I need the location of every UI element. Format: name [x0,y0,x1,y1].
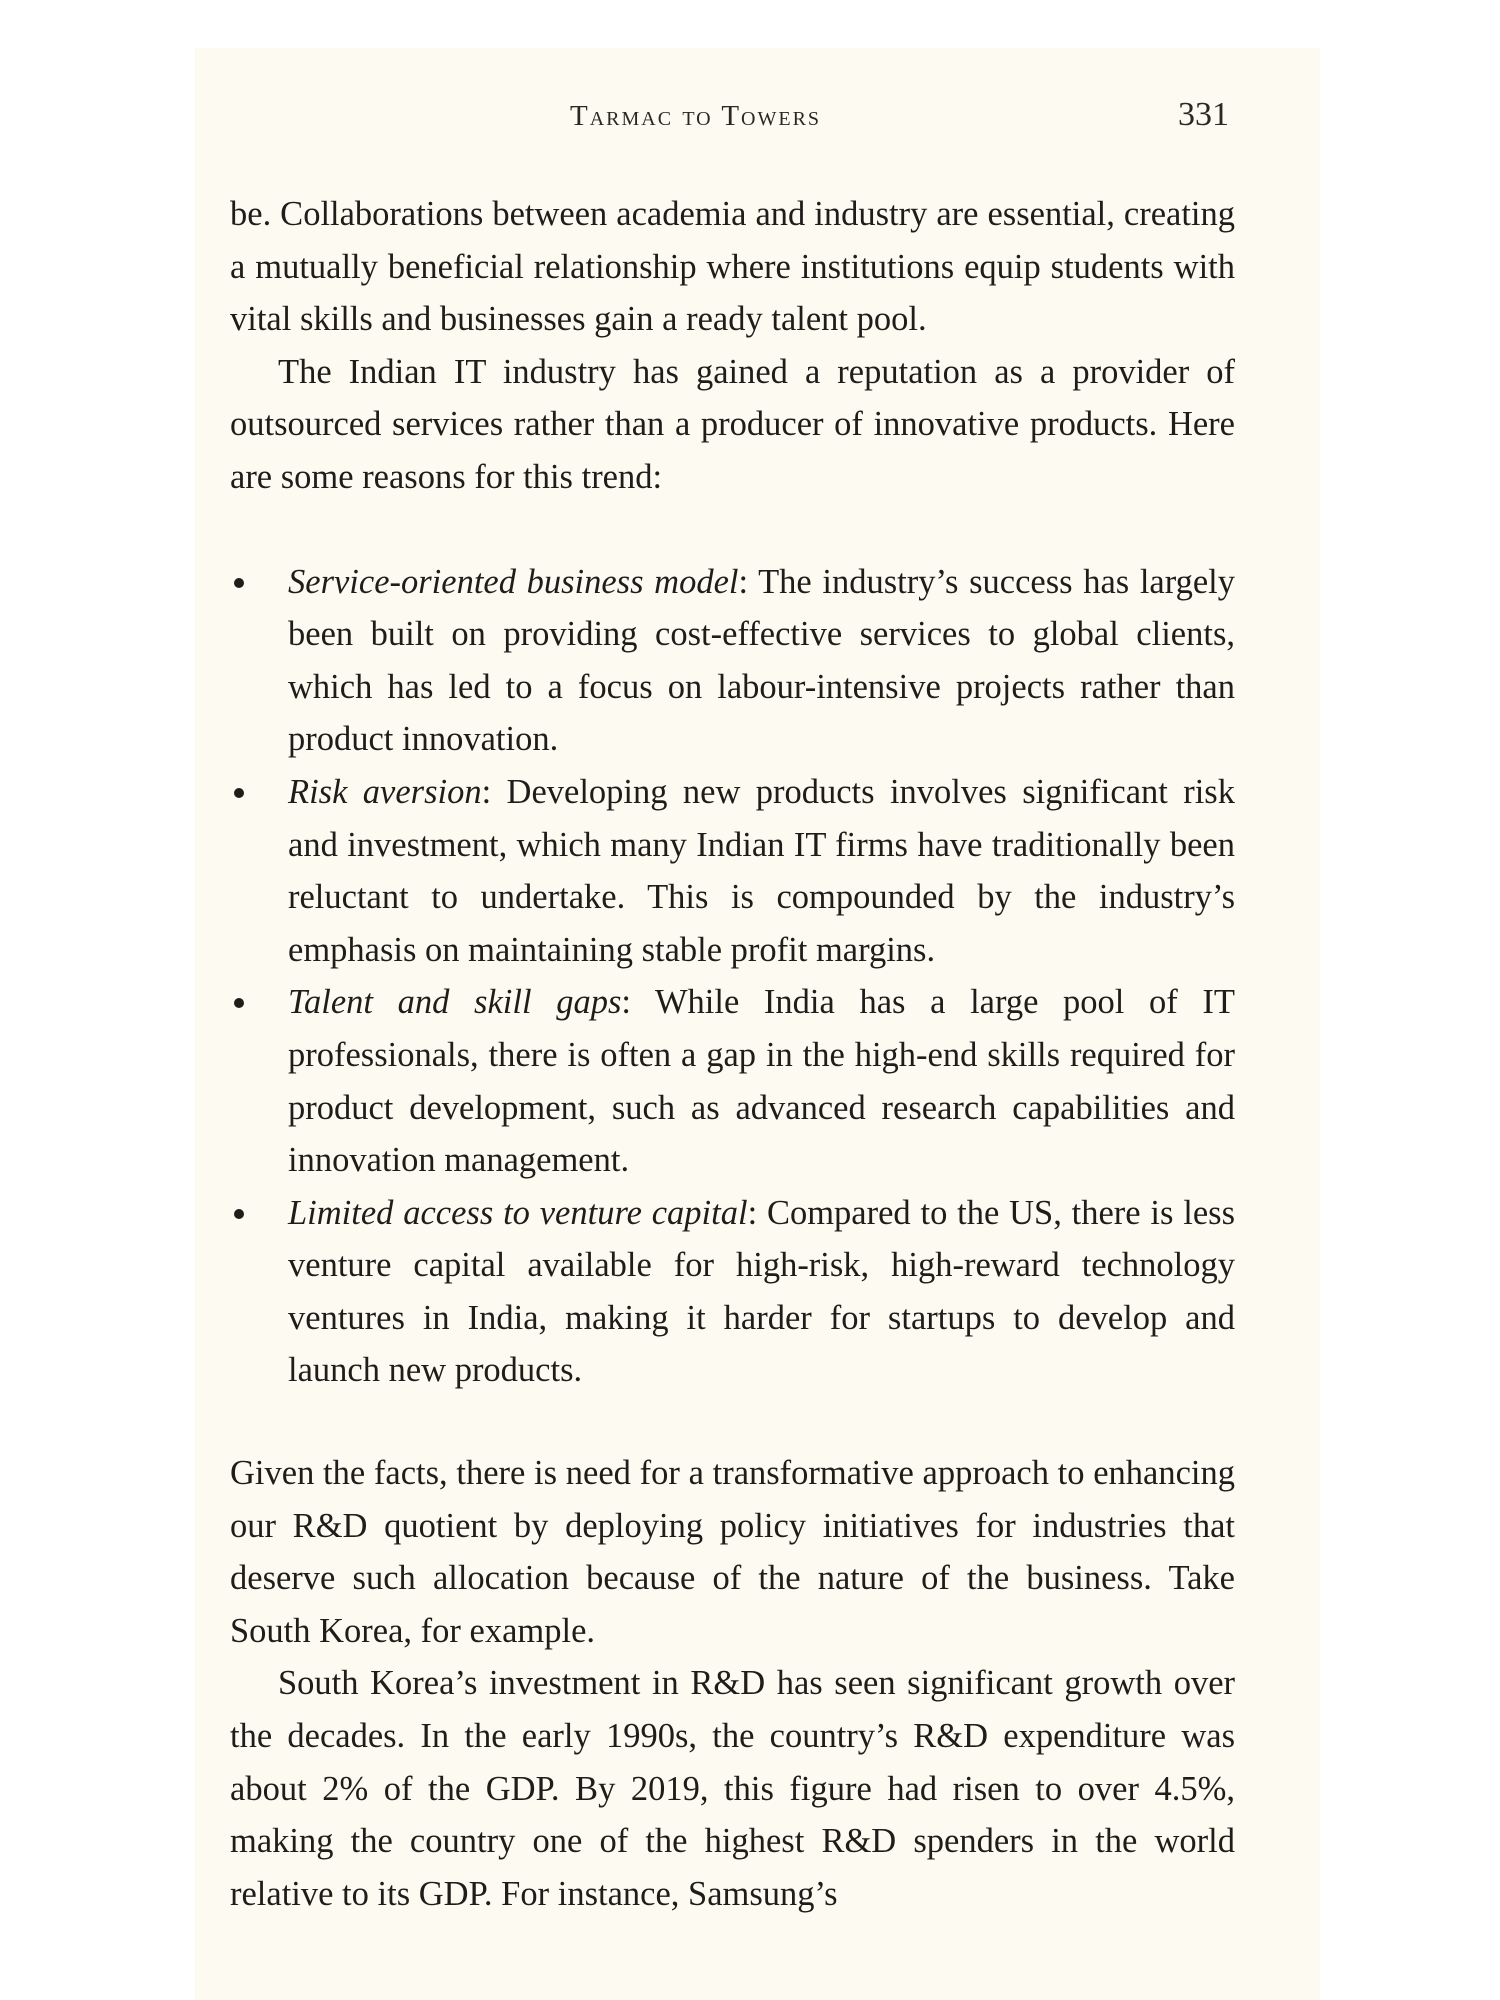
list-item-term: Service-oriented business model [288,562,739,601]
list-item [230,556,1235,766]
list-item-text: : The industry’s success has largely been built on providing cost-effective services to global clients, which has led to a focus on labour-intensive projects rather than product innovation. [288,562,1236,759]
bullet-icon [234,998,244,1008]
paragraph: The Indian IT industry has gained a reputation as a provider of outsourced services rather than a producer of innovative products. Here are some reasons for this trend: [230,352,1235,496]
list-item [230,1187,1235,1397]
list-item-term: Talent and skill gaps [288,983,622,1022]
bullet-icon [234,578,244,588]
list-item-text: : Developing new products involves significant risk and investment, which many Indian IT firms have traditionally been reluctant to undertake. This is compounded by the industry’s emphasis on maintaining stable profit margins. [288,772,1235,969]
paragraph: Given the facts, there is need for a transformative approach to enhancing our R&D quotient by deploying policy initiatives for industries that deserve such allocation because of the nature of the business. Take South Korea, for example. [230,1454,1235,1650]
running-header [195,90,1320,140]
bullet-icon [234,788,244,798]
body-text [230,188,1235,1920]
page-number: 331 [1178,96,1229,133]
list-item-text: : Compared to the US, there is less venture capital available for high-risk, high-reward technology ventures in India, making it harder for startups to develop and launch new products. [288,1193,1235,1390]
list-item [230,766,1235,976]
reasons-list [230,556,1235,1398]
running-title: Tarmac to Towers [570,100,822,132]
bullet-icon [234,1209,244,1219]
paragraph: be. Collaborations between academia and industry are essential, creating a mutually beneficial relationship where institutions equip students with vital skills and businesses gain a ready talent pool. [230,195,1235,339]
list-item-text: : While India has a large pool of IT professionals, there is often a gap in the high-end skills required for product development, such as advanced research capabilities and innovation management. [288,983,1235,1180]
list-item-term: Limited access to venture capital [288,1193,748,1232]
paragraph: South Korea’s investment in R&D has seen significant growth over the decades. In the early 1990s, the country’s R&D expenditure was about 2% of the GDP. By 2019, this figure had risen to over 4.5%, making the country one of the highest R&D spenders in the world relative to its GDP. For instance, Samsung’s [230,1664,1235,1913]
list-item [230,976,1235,1186]
list-item-term: Risk aversion [288,772,482,811]
book-page [195,48,1320,2000]
